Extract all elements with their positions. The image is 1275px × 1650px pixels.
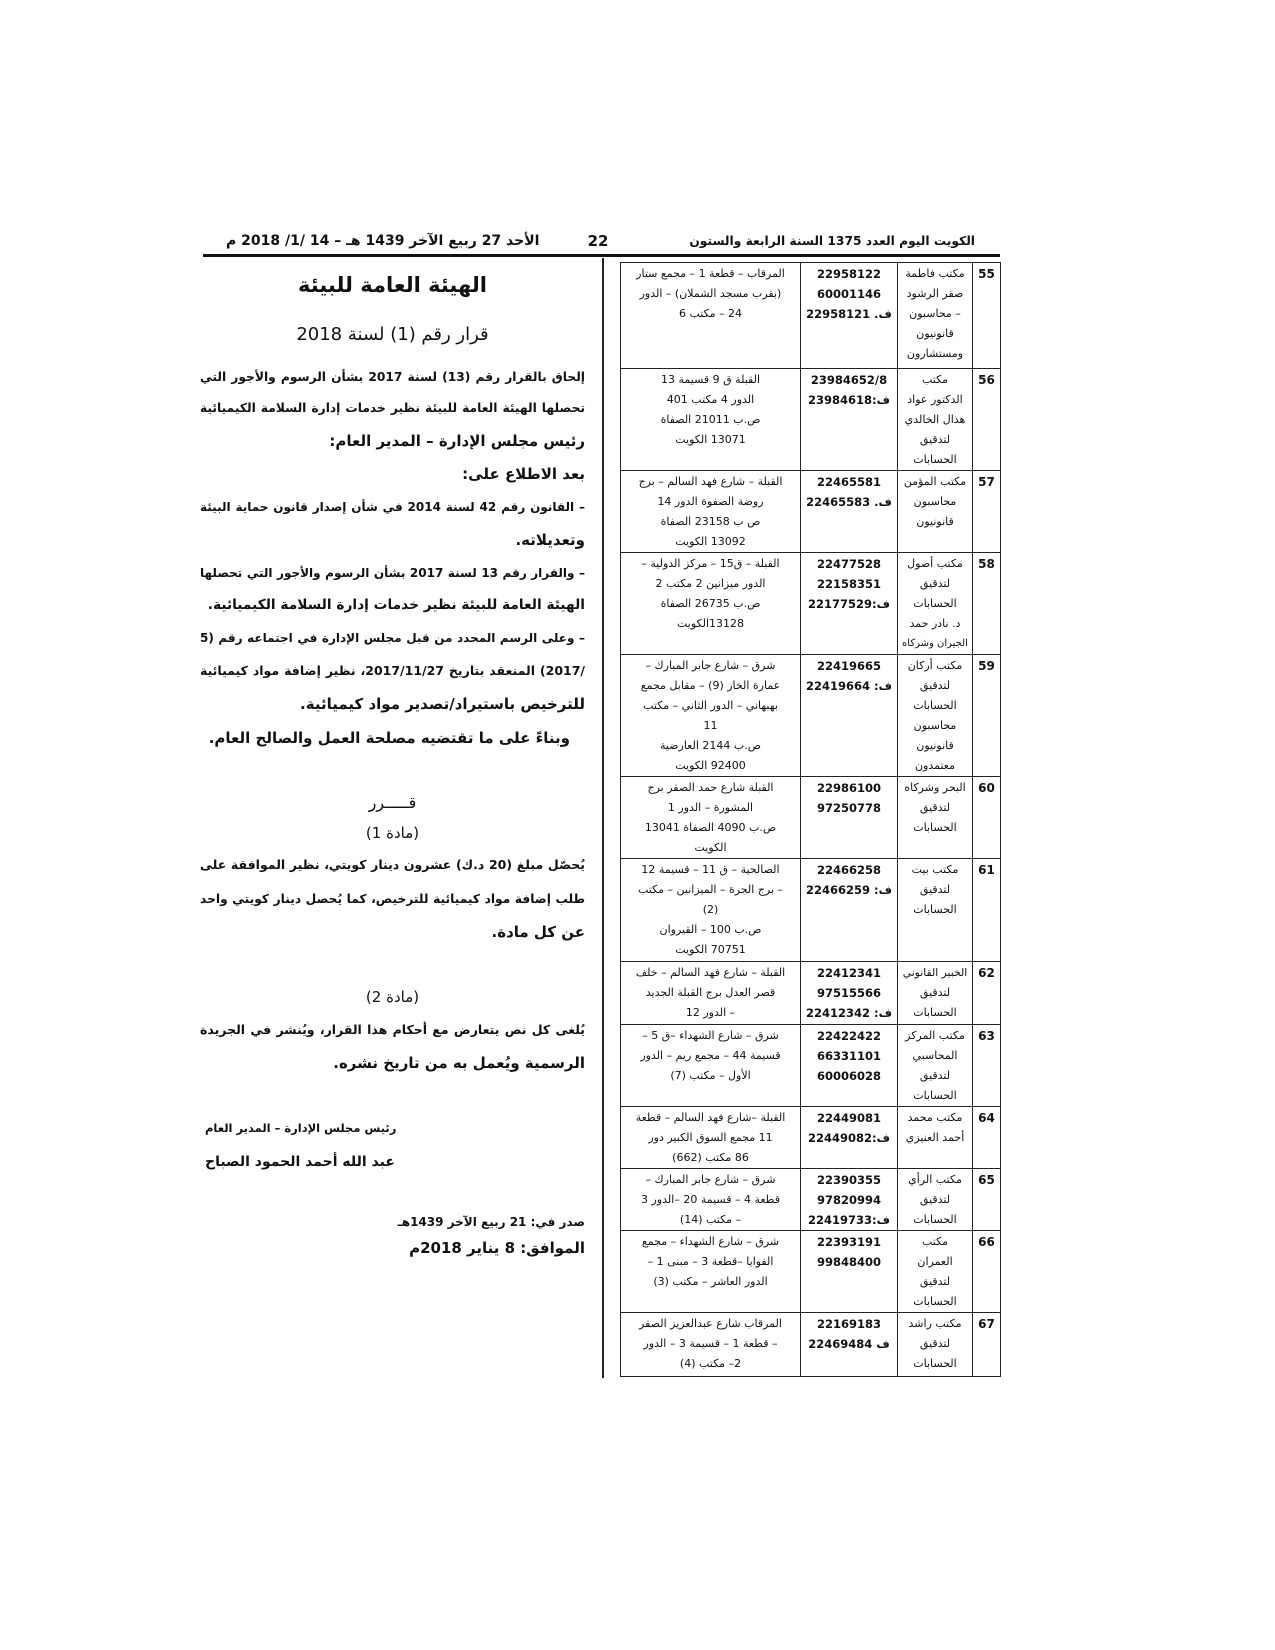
table-row — [621, 859, 1001, 962]
address-line: المرقاب شارع عبدالعزيز الصقر — [639, 1317, 782, 1330]
office-name-line: الحسابات — [913, 597, 957, 610]
office-name-line: مكتب فاطمة — [905, 267, 965, 280]
address-line: – الدور 12 — [685, 1006, 736, 1019]
address-cell-lines — [621, 1231, 800, 1292]
address-cell — [621, 471, 801, 553]
row-number-cell — [973, 369, 1001, 471]
row-number: 66 — [978, 1235, 995, 1249]
office-name-line: أحمد العنيزي — [905, 1131, 965, 1144]
phone-numbers-cell — [801, 1107, 898, 1169]
office-name-cell — [898, 471, 973, 553]
table-row — [621, 655, 1001, 777]
decision-title: قرار رقم (1) لسنة 2018 — [296, 324, 489, 345]
office-name-line: الدكتور عواد — [907, 393, 963, 406]
phone-numbers-cell-lines — [801, 859, 897, 900]
article-heading: (مادة 2) — [365, 988, 420, 1006]
address-line: 13128الكويت — [676, 617, 745, 630]
phone-numbers-cell-lines — [801, 1025, 897, 1086]
phone-number: 22465581 — [816, 475, 881, 489]
address-line: القبلة ق 9 قسيمة 13 — [661, 373, 760, 386]
address-cell — [621, 369, 801, 471]
office-name-line: مكتب المؤمن — [903, 475, 967, 488]
audit-offices-table — [620, 262, 1001, 1377]
address-line: القبلة – شارع فهد السالم – خلف — [635, 966, 786, 979]
phone-numbers-cell-lines — [801, 1231, 897, 1272]
phone-number: 22449081 — [816, 1111, 881, 1125]
phone-number: 97820994 — [816, 1193, 881, 1207]
table-row — [621, 1107, 1001, 1169]
office-name-cell — [898, 263, 973, 369]
office-name-cell — [898, 1025, 973, 1107]
address-line: عمارة الخاز (9) – مقابل مجمع — [640, 679, 781, 692]
phone-number: ف:22419733 — [808, 1213, 890, 1227]
office-name-line: محاسبون — [913, 495, 957, 508]
office-name-line: لتدقيق — [919, 1193, 951, 1206]
office-name-line: الحسابات — [913, 1295, 957, 1308]
address-line: الأول – مكتب (7) — [670, 1069, 751, 1082]
office-name-cell-lines — [898, 655, 972, 776]
address-cell-lines — [621, 655, 800, 776]
office-name-line: لتدقيق — [919, 883, 951, 896]
address-line: شرق – شارع جابر المبارك – — [645, 1173, 776, 1186]
phone-numbers-cell — [801, 369, 898, 471]
article-line: يُحصّل مبلغ (20 د.ك) عشرون دينار كويتي، نظير الموافقة على — [200, 857, 585, 872]
phone-numbers-cell — [801, 1231, 898, 1313]
address-line: الفوايا –قطعة 3 – مبنى 1 – — [647, 1255, 774, 1268]
address-line: الدور ميزانين 2 مكتب 2 — [655, 577, 766, 590]
address-line: الدور العاشر – مكتب (3) — [653, 1275, 768, 1288]
office-name-line: مكتب بيت — [911, 863, 959, 876]
address-cell-lines — [621, 1107, 800, 1168]
address-line: 13092 الكويت — [675, 535, 746, 548]
table-row — [621, 263, 1001, 369]
address-cell — [621, 1169, 801, 1231]
address-line: 92400 الكويت — [675, 759, 746, 772]
address-line: روضة الصفوة الدور 14 — [657, 495, 764, 508]
address-cell — [621, 1313, 801, 1377]
decision-column — [200, 0, 585, 1650]
office-name-line: مكتب المركز — [905, 1029, 965, 1042]
address-line: القبلة –شارع فهد السالم – قطعة — [635, 1111, 786, 1124]
address-line: الصالحية – ق 11 – قسيمة 12 — [641, 863, 780, 876]
office-name-cell — [898, 369, 973, 471]
address-cell-lines — [621, 553, 800, 634]
row-number-cell — [973, 1231, 1001, 1313]
table-body — [621, 263, 1001, 1377]
office-name-line: لتدقيق — [919, 1069, 951, 1082]
address-cell-lines — [621, 962, 800, 1023]
phone-number: ف:22177529 — [808, 597, 890, 611]
table-row — [621, 553, 1001, 655]
office-name-cell — [898, 553, 973, 655]
office-name-line: مكتب — [921, 373, 949, 386]
address-cell — [621, 655, 801, 777]
row-number-cell — [973, 1025, 1001, 1107]
office-name-cell-lines — [898, 1313, 972, 1374]
preamble-line: الهيئة العامة للبيئة نظير خدمات إدارة السلامة الكيميائية. — [207, 597, 585, 613]
row-number-cell — [973, 1313, 1001, 1377]
basis-line: وبناءً على ما تقتضيه مصلحة العمل والصالح العام. — [208, 729, 570, 747]
office-name-line: لتدقيق — [919, 679, 951, 692]
office-name-cell-lines — [898, 962, 972, 1023]
office-name-line: لتدقيق — [919, 577, 951, 590]
office-name-cell-lines — [898, 859, 972, 920]
row-number: 58 — [978, 557, 995, 571]
preamble-intro: بعد الاطلاع على: — [462, 465, 585, 483]
office-name-line: ومستشارون — [906, 347, 964, 360]
office-name-cell-lines — [898, 553, 972, 654]
address-line: ص ب 23158 الصفاة — [660, 515, 761, 528]
phone-number: ف. 22465583 — [806, 495, 892, 509]
address-line: – مكتب (14) — [679, 1213, 742, 1226]
address-line: 11 مجمع السوق الكبير دور — [648, 1131, 773, 1144]
row-number-cell — [973, 263, 1001, 369]
row-number-cell — [973, 1169, 1001, 1231]
office-name-line: لتدقيق — [919, 801, 951, 814]
office-name-line: الحسابات — [913, 699, 957, 712]
address-cell — [621, 777, 801, 859]
row-number: 62 — [978, 966, 995, 980]
phone-number: ف: 22412342 — [806, 1006, 892, 1020]
article-line: طلب إضافة مواد كيميائية للترخيص، كما يُحصل دينار كويتي واحد — [200, 892, 585, 906]
address-line: المشورة – الدور 1 — [667, 801, 754, 814]
office-name-line: الحسابات — [913, 1006, 957, 1019]
office-name-cell — [898, 777, 973, 859]
office-name-cell-lines — [898, 263, 972, 364]
phone-number: 22412341 — [816, 966, 881, 980]
address-line: (بقرب مسجد الشملان) – الدور — [639, 287, 782, 300]
address-cell-lines — [621, 471, 800, 552]
issued-date-hijri: صدر في: 21 ربيع الآخر 1439هـ — [397, 1215, 585, 1229]
office-name-line: لتدقيق — [919, 986, 951, 999]
address-cell-lines — [621, 777, 800, 858]
office-name-line: مكتب محمد — [907, 1111, 963, 1124]
table-row — [621, 777, 1001, 859]
phone-number: 23984652/8 — [810, 373, 888, 387]
office-name-cell-lines — [898, 369, 972, 470]
address-line: 13071 الكويت — [675, 433, 746, 446]
address-line: شرق – شارع الشهداء –ق 5 – — [642, 1029, 779, 1042]
table-row — [621, 369, 1001, 471]
office-name-line: الحسابات — [913, 903, 957, 916]
phone-number: 22958122 — [816, 267, 881, 281]
row-number: 56 — [978, 373, 995, 387]
address-line: الكويت — [694, 841, 727, 854]
office-name-line: – محاسبون — [909, 307, 961, 320]
address-line: ص.ب 100 – القيروان — [659, 923, 762, 936]
office-name-line: معتمدون — [914, 759, 956, 772]
office-name-line: الحسابات — [913, 453, 957, 466]
phone-numbers-cell-lines — [801, 471, 897, 512]
address-line: بهبهاني – الدور الثاني – مكتب — [643, 699, 778, 712]
phone-numbers-cell — [801, 962, 898, 1025]
office-name-line: الحسابات — [913, 1213, 957, 1226]
office-name-cell — [898, 655, 973, 777]
row-number-cell — [973, 553, 1001, 655]
phone-number: 97250778 — [816, 801, 881, 815]
phone-numbers-cell — [801, 263, 898, 369]
address-line: قطعة 4 – قسيمة 20 –الدور 3 — [641, 1193, 780, 1206]
phone-numbers-cell-lines — [801, 1107, 897, 1148]
office-name-line: الحسابات — [913, 821, 957, 834]
decision-subject-line: تحصلها الهيئة العامة للبيئة نظير خدمات إدارة السلامة الكيميائية — [200, 401, 585, 415]
phone-number: 22477528 — [816, 557, 881, 571]
phone-numbers-cell-lines — [801, 553, 897, 614]
gazette-date-line: الأحد 27 ربيع الآخر 1439 هـ – 14 /1/ 2018 م — [226, 233, 540, 249]
phone-number: 22986100 — [816, 781, 881, 795]
office-name-cell — [898, 859, 973, 962]
phone-numbers-cell-lines — [801, 655, 897, 696]
phone-number: 22169183 — [816, 1317, 881, 1331]
address-cell-lines — [621, 1025, 800, 1086]
office-name-line: لتدقيق — [919, 1337, 951, 1350]
gazette-issue-line: الكويت اليوم العدد 1375 السنة الرابعة والستون — [689, 234, 975, 248]
row-number-cell — [973, 655, 1001, 777]
office-name-line: صقر الرشود — [906, 287, 964, 300]
table-row — [621, 471, 1001, 553]
office-name-line: الحسابات — [913, 1089, 957, 1102]
office-name-line: د. نادر حمد — [909, 617, 961, 630]
column-divider — [602, 258, 604, 1378]
office-name-cell-lines — [898, 777, 972, 838]
table-row — [621, 1231, 1001, 1313]
phone-number: ف: 22419664 — [806, 679, 892, 693]
phone-numbers-cell-lines — [801, 1169, 897, 1230]
article-line: الرسمية ويُعمل به من تاريخ نشره. — [333, 1054, 585, 1072]
phone-number: 22158351 — [816, 577, 881, 591]
phone-number: ف: 22466259 — [806, 883, 892, 897]
office-name-line: مكتب — [921, 1235, 949, 1248]
address-line: 11 — [703, 719, 718, 732]
address-cell — [621, 263, 801, 369]
phone-numbers-cell — [801, 553, 898, 655]
table-row — [621, 1025, 1001, 1107]
phone-number: ف:23984618 — [808, 393, 890, 407]
office-name-line: العمران — [917, 1255, 953, 1268]
preamble-line: – القانون رقم 42 لسنة 2014 في شأن إصدار قانون حماية البيئة — [200, 500, 585, 514]
row-number: 65 — [978, 1173, 995, 1187]
row-number: 55 — [978, 267, 995, 281]
office-name-cell — [898, 1169, 973, 1231]
office-name-line: مكتب الرأي — [908, 1173, 962, 1186]
office-name-cell-lines — [898, 1169, 972, 1230]
address-line: 24 – مكتب 6 — [678, 307, 743, 320]
row-number-cell — [973, 777, 1001, 859]
phone-numbers-cell-lines — [801, 263, 897, 324]
office-name-line: المحاسبي — [912, 1049, 958, 1062]
phone-numbers-cell-lines — [801, 777, 897, 818]
preamble-line: /2017) المنعقد بتاريخ 2017/11/27، نظير إضافة مواد كيميائية — [200, 663, 585, 678]
phone-numbers-cell — [801, 777, 898, 859]
address-cell — [621, 962, 801, 1025]
phone-number: 22422422 — [816, 1029, 881, 1043]
row-number: 64 — [978, 1111, 995, 1125]
office-name-line: قانونيون — [916, 739, 954, 752]
address-line: المرقاب – قطعة 1 – مجمع ستار — [636, 267, 785, 280]
row-number: 61 — [978, 863, 995, 877]
address-line: – برج الجرة – الميزانين – مكتب — [637, 883, 784, 896]
office-name-cell-lines — [898, 1025, 972, 1106]
phone-number: 22419665 — [816, 659, 881, 673]
issuer-line: رئيس مجلس الإدارة – المدير العام: — [329, 432, 585, 450]
address-line: الدور 4 مكتب 401 — [666, 393, 755, 406]
phone-number: 22390355 — [816, 1173, 881, 1187]
address-cell-lines — [621, 1169, 800, 1230]
phone-numbers-cell — [801, 1169, 898, 1231]
office-name-cell — [898, 1231, 973, 1313]
address-line: (2) — [702, 903, 719, 916]
row-number-cell — [973, 471, 1001, 553]
article-line: عن كل مادة. — [491, 923, 585, 941]
preamble-line: وتعديلاته. — [515, 531, 585, 549]
address-cell — [621, 553, 801, 655]
address-line: ص.ب 21011 الصفاة — [660, 413, 761, 426]
phone-numbers-cell-lines — [801, 1313, 897, 1354]
address-cell-lines — [621, 369, 800, 450]
signatory-title: رئيس مجلس الإدارة – المدير العام — [205, 1121, 397, 1135]
address-line: 70751 الكويت — [675, 943, 746, 956]
row-number-cell — [973, 962, 1001, 1025]
signatory-name: عبد الله أحمد الحمود الصباح — [205, 1154, 395, 1170]
phone-number: 60006028 — [816, 1069, 881, 1083]
address-line: القبلة – ق15 – مركز الدولية – — [641, 557, 780, 570]
table-row — [621, 1313, 1001, 1377]
address-cell — [621, 859, 801, 962]
office-name-cell-lines — [898, 1231, 972, 1312]
office-name-line: الجيران وشركاه — [902, 638, 968, 649]
office-name-cell — [898, 1107, 973, 1169]
preamble-line: للترخيص باستيراد/تصدير مواد كيميائية. — [300, 695, 585, 713]
office-name-line: مكتب راشد — [908, 1317, 962, 1330]
address-line: قصر العدل برج القبلة الجديد — [645, 986, 776, 999]
row-number: 57 — [978, 475, 995, 489]
phone-number: 22393191 — [816, 1235, 881, 1249]
address-line: – قطعة 1 – قسيمة 3 – الدور — [643, 1337, 778, 1350]
office-name-line: قانونيون — [916, 515, 954, 528]
phone-numbers-cell — [801, 1313, 898, 1377]
decision-subject-line: إلحاق بالقرار رقم (13) لسنة 2017 بشأن الرسوم والأجور التي — [200, 370, 585, 384]
table-row — [621, 1169, 1001, 1231]
address-cell-lines — [621, 1313, 800, 1374]
phone-number: 22466258 — [816, 863, 881, 877]
table-row — [621, 962, 1001, 1025]
office-name-cell — [898, 1313, 973, 1377]
row-number-cell — [973, 859, 1001, 962]
row-number-cell — [973, 1107, 1001, 1169]
office-name-line: قانونيون — [916, 327, 954, 340]
address-cell — [621, 1107, 801, 1169]
address-line: شرق – شارع الشهداء – مجمع — [641, 1235, 780, 1248]
row-number: 63 — [978, 1029, 995, 1043]
phone-number: 97515566 — [816, 986, 881, 1000]
office-name-cell-lines — [898, 471, 972, 532]
address-line: 86 مكتب (662) — [672, 1151, 749, 1164]
office-name-line: هذال الخالدي — [904, 413, 966, 426]
office-name-cell — [898, 962, 973, 1025]
office-name-line: الخبير القانوني — [902, 966, 968, 979]
address-cell — [621, 1025, 801, 1107]
phone-number: ف 22469484 — [808, 1337, 890, 1351]
office-name-line: لتدقيق — [919, 1275, 951, 1288]
office-name-line: مكتب أركان — [907, 659, 963, 672]
phone-numbers-cell — [801, 859, 898, 962]
office-name-line: لتدقيق — [919, 433, 951, 446]
decided-heading: قـــــرر — [368, 793, 417, 812]
preamble-line: – وعلى الرسم المحدد من قبل مجلس الإدارة في اجتماعه رقم (5 — [200, 631, 585, 645]
article-heading: (مادة 1) — [365, 824, 420, 842]
phone-number: ف:22449082 — [808, 1131, 890, 1145]
address-line: قسيمة 44 – مجمع ريم – الدور — [640, 1049, 781, 1062]
address-line: 2– مكتب (4) — [679, 1357, 742, 1370]
office-name-line: البحر وشركاه — [904, 781, 966, 794]
page-number: 22 — [587, 232, 609, 250]
phone-numbers-cell — [801, 471, 898, 553]
address-cell — [621, 1231, 801, 1313]
address-line: ص.ب 2144 العارضية — [659, 739, 762, 752]
phone-numbers-cell-lines — [801, 369, 897, 410]
authority-heading: الهيئة العامة للبيئة — [298, 273, 487, 297]
address-cell-lines — [621, 859, 800, 960]
preamble-line: – والقرار رقم 13 لسنة 2017 بشأن الرسوم والأجور التي تحصلها — [200, 566, 585, 580]
address-line: القبلة – شارع فهد السالم – برج — [638, 475, 783, 488]
office-name-line: مكتب أصول — [907, 557, 963, 570]
office-name-line: الحسابات — [913, 1357, 957, 1370]
phone-numbers-cell — [801, 655, 898, 777]
address-line: ص.ب 4090 الصفاة 13041 — [644, 821, 777, 834]
address-line: شرق – شارع جابر المبارك – — [645, 659, 776, 672]
phone-number: 60001146 — [816, 287, 881, 301]
issued-date-gregorian: الموافق: 8 يناير 2018م — [409, 1239, 585, 1257]
phone-number: ف. 22958121 — [806, 307, 892, 321]
row-number: 67 — [978, 1317, 995, 1331]
phone-numbers-cell-lines — [801, 962, 897, 1023]
row-number: 60 — [978, 781, 995, 795]
phone-number: 66331101 — [816, 1049, 881, 1063]
address-line: القبلة شارع حمد الصقر برج — [647, 781, 774, 794]
office-name-cell-lines — [898, 1107, 972, 1148]
article-line: يُلغى كل نص يتعارض مع أحكام هذا القرار، ويُنشر في الجريدة — [200, 1022, 585, 1037]
row-number: 59 — [978, 659, 995, 673]
office-name-line: محاسبون — [913, 719, 957, 732]
address-cell-lines — [621, 263, 800, 324]
address-line: ص.ب 26735 الصفاة — [660, 597, 761, 610]
phone-numbers-cell — [801, 1025, 898, 1107]
phone-number: 99848400 — [816, 1255, 881, 1269]
